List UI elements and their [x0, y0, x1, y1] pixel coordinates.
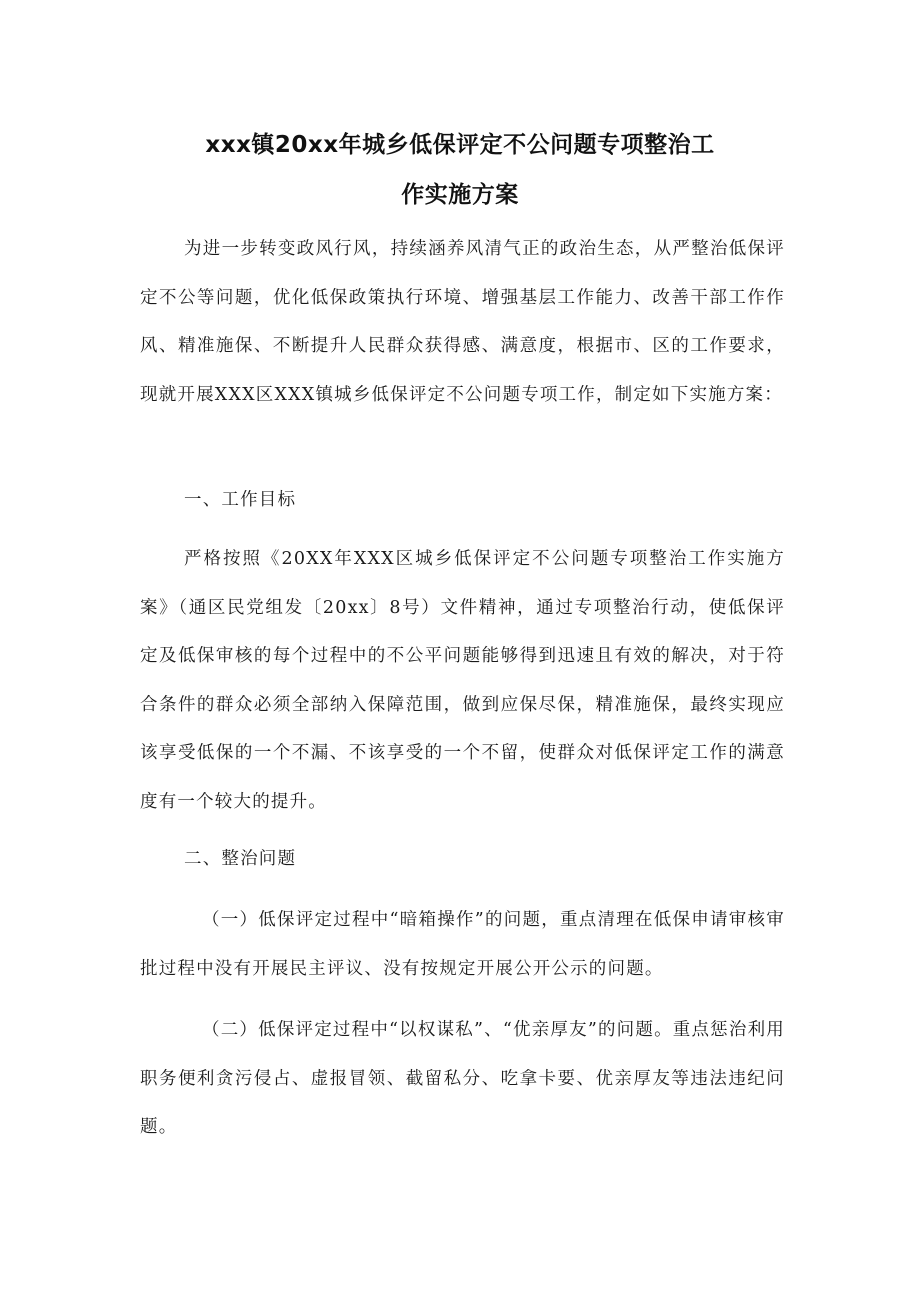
section-2-heading: 二、整治问题 — [184, 849, 297, 869]
intro-paragraph: 为进一步转变政风行风，持续涵养风清气正的政治生态，从严整治低保评定不公等问题，优化低保政策执行环境、增强基层工作能力、改善干部工作作风、精准施保、不断提升人民群众获得感、满意度，根据市、区的工作要求，现就开展XXX区XXX镇城乡低保评定不公问题专项工作，制定如下实施方案： — [140, 239, 785, 405]
document-title-line-1: xxx镇20xx年城乡低保评定不公问题专项整治工 — [205, 132, 715, 158]
section-2-item-2: （二）低保评定过程中“以权谋私”、“优亲厚友”的问题。重点惩治利用职务便利贪污侵占、虚报冒领、截留私分、吃拿卡要、优亲厚友等违法违纪问题。 — [140, 1020, 785, 1137]
document-title-line-2: 作实施方案 — [401, 182, 519, 208]
section-1-heading: 一、工作目标 — [184, 490, 297, 510]
section-2-item-1: （一）低保评定过程中“暗箱操作”的问题，重点清理在低保申请审核审批过程中没有开展民主评议、没有按规定开展公开公示的问题。 — [140, 910, 785, 979]
section-1-paragraph: 严格按照《20XX年XXX区城乡低保评定不公问题专项整治工作实施方案》（通区民党组发〔20xx〕8号）文件精神，通过专项整治行动，使低保评定及低保审核的每个过程中的不公平问题能够得到迅速且有效的解决，对于符合条件的群众必须全部纳入保障范围，做到应保尽保，精准施保，最终实现应该享受低保的一个不漏、不该享受的一个不留，使群众对低保评定工作的满意度有一个较大的提升。 — [140, 549, 785, 812]
